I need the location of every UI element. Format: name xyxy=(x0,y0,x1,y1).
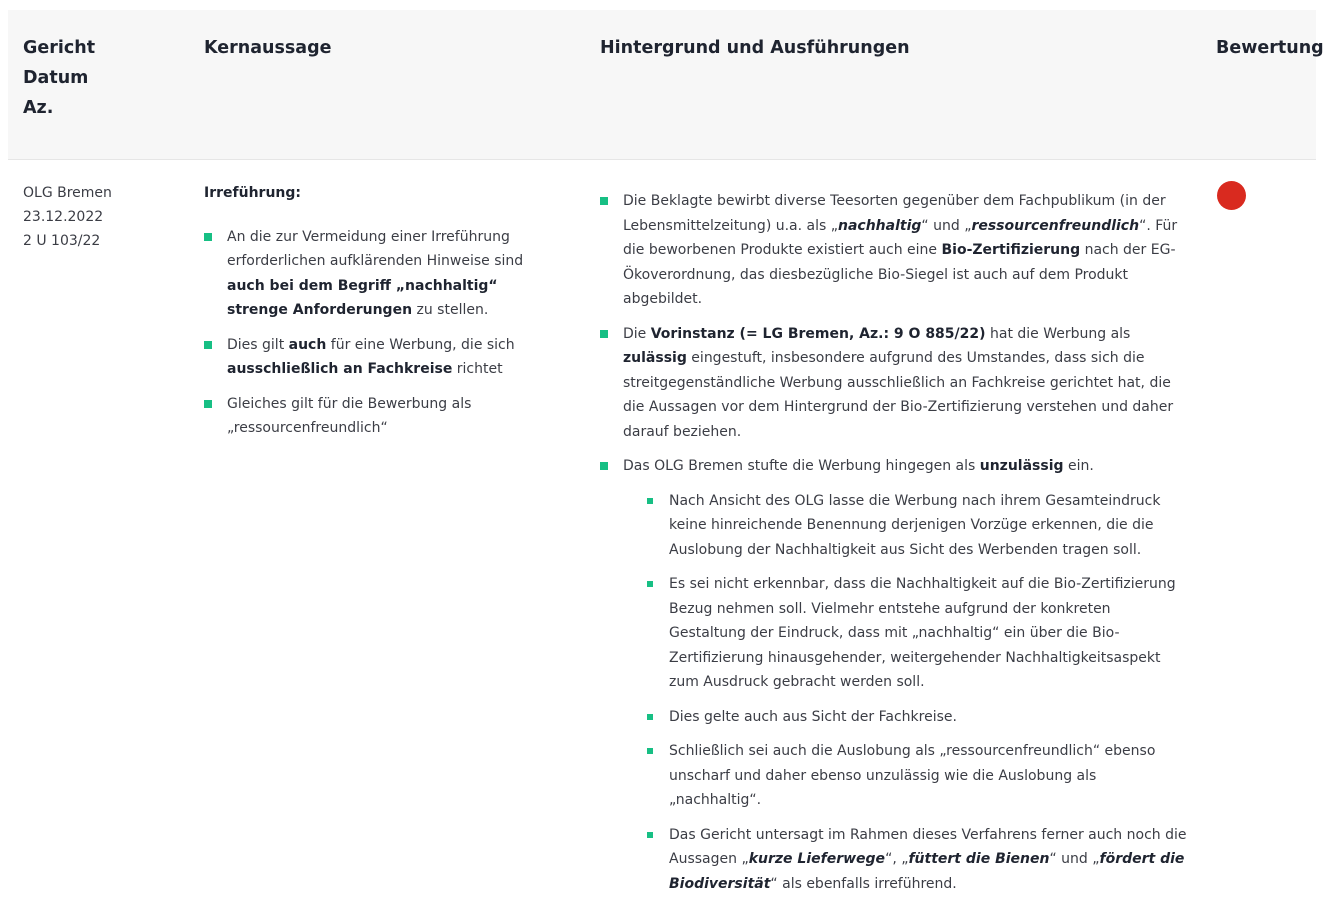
table-header xyxy=(8,10,1324,160)
core-list xyxy=(204,225,554,441)
header-rating: Bewertung xyxy=(1216,38,1324,58)
background-cell xyxy=(600,189,1190,906)
court-date: 23.12.2022 xyxy=(23,209,104,225)
court-az: 2 U 103/22 xyxy=(23,233,101,249)
list-item: Schließlich sei auch die Auslobung als „ressourcenfreundlich“ ebenso unscharf und daher ebenso unzulässig wie die Auslobung als „nachhaltig“. xyxy=(646,739,1190,813)
core-cell xyxy=(204,181,554,451)
list-item: Dies gilt auch für eine Werbung, die sich ausschließlich an Fachkreise richtet xyxy=(204,333,554,382)
list-item: Das OLG Bremen stufte die Werbung hingegen als unzulässig ein. Nach Ansicht des OLG lasse die Werbung nach ihrem Gesamteindruck keine hinreichende Benennung derjenigen Vorzüge erkennen, die die Auslobung der Nachhaltigkeit aus Sicht des Werbenden tragen soll. Es sei nicht erkennbar, dass die Nachhaltigkeit auf die Bio-Zertifizierung Bezug nehmen soll. Vielmehr entstehe aufgrund der konkreten Gestaltung der Eindruck, dass mit „nachhaltig“ ein über die Bio-Zertifizierung hinausgehender, weitergehender Nachhaltigkeitsaspekt zum Ausdruck gebracht werden soll. Dies gelte auch aus Sicht der Fachkreise. Schließlich sei auch die Auslobung als „ressourcenfreundlich“ ebenso unscharf und daher ebenso unzulässig wie die Auslobung als „nachhaltig“. Das Gericht untersagt im Rahmen dieses Verfahrens ferner auch noch die Aussagen „kurze Lieferwege“, „füttert die Bienen“ und „fördert die Biodiversität“ als ebenfalls irreführend. xyxy=(600,454,1190,896)
list-item: Es sei nicht erkennbar, dass die Nachhaltigkeit auf die Bio-Zertifizierung Bezug nehmen soll. Vielmehr entstehe aufgrund der konkreten Gestaltung der Eindruck, dass mit „nachhaltig“ ein über die Bio-Zertifizierung hinausgehender, weitergehender Nachhaltigkeitsaspekt zum Ausdruck gebracht werden soll. xyxy=(646,572,1190,695)
ruling-table xyxy=(8,10,1324,900)
list-item: Die Beklagte bewirbt diverse Teesorten gegenüber dem Fachpublikum (in der Lebensmittelzeitung) u.a. als „nachhaltig“ und „ressourcenfreundlich“. Für die beworbenen Produkte existiert auch eine Bio-Zertifizierung nach der EG-Ökoverordnung, das diesbezügliche Bio-Siegel ist auch auf dem Produkt abgebildet. xyxy=(600,189,1190,312)
court-cell xyxy=(23,181,112,253)
list-item: An die zur Vermeidung einer Irreführung erforderlichen aufklärenden Hinweise sind auch bei dem Begriff „nachhaltig“ strenge Anforderungen zu stellen. xyxy=(204,225,554,323)
list-item: Das Gericht untersagt im Rahmen dieses Verfahrens ferner auch noch die Aussagen „kurze Lieferwege“, „füttert die Bienen“ und „fördert die Biodiversität“ als ebenfalls irreführend. xyxy=(646,823,1190,897)
background-list xyxy=(600,189,1190,896)
header-core: Kernaussage xyxy=(204,38,332,58)
background-sublist xyxy=(646,489,1190,897)
table-row xyxy=(8,160,1316,900)
list-item: Die Vorinstanz (= LG Bremen, Az.: 9 O 885/22) hat die Werbung als zulässig eingestuft, insbesondere aufgrund des Umstandes, dass sich die streitgegenständliche Werbung ausschließlich an Fachkreise gerichtet hat, die die Aussagen vor dem Hintergrund der Bio-Zertifizierung verstehen und daher darauf beziehen. xyxy=(600,322,1190,445)
list-item: Dies gelte auch aus Sicht der Fachkreise. xyxy=(646,705,1190,730)
list-item: Nach Ansicht des OLG lasse die Werbung nach ihrem Gesamteindruck keine hinreichende Benennung derjenigen Vorzüge erkennen, die die Auslobung der Nachhaltigkeit aus Sicht des Werbenden tragen soll. xyxy=(646,489,1190,563)
list-item: Gleiches gilt für die Bewerbung als „ressourcenfreundlich“ xyxy=(204,392,554,441)
core-heading: Irreführung: xyxy=(204,185,301,201)
rating-cell xyxy=(1217,181,1246,210)
header-court: Gericht Datum Az. xyxy=(23,38,96,118)
header-background: Hintergrund und Ausführungen xyxy=(600,38,910,58)
court-name: OLG Bremen xyxy=(23,185,112,201)
rating-red-dot-icon xyxy=(1217,181,1246,210)
